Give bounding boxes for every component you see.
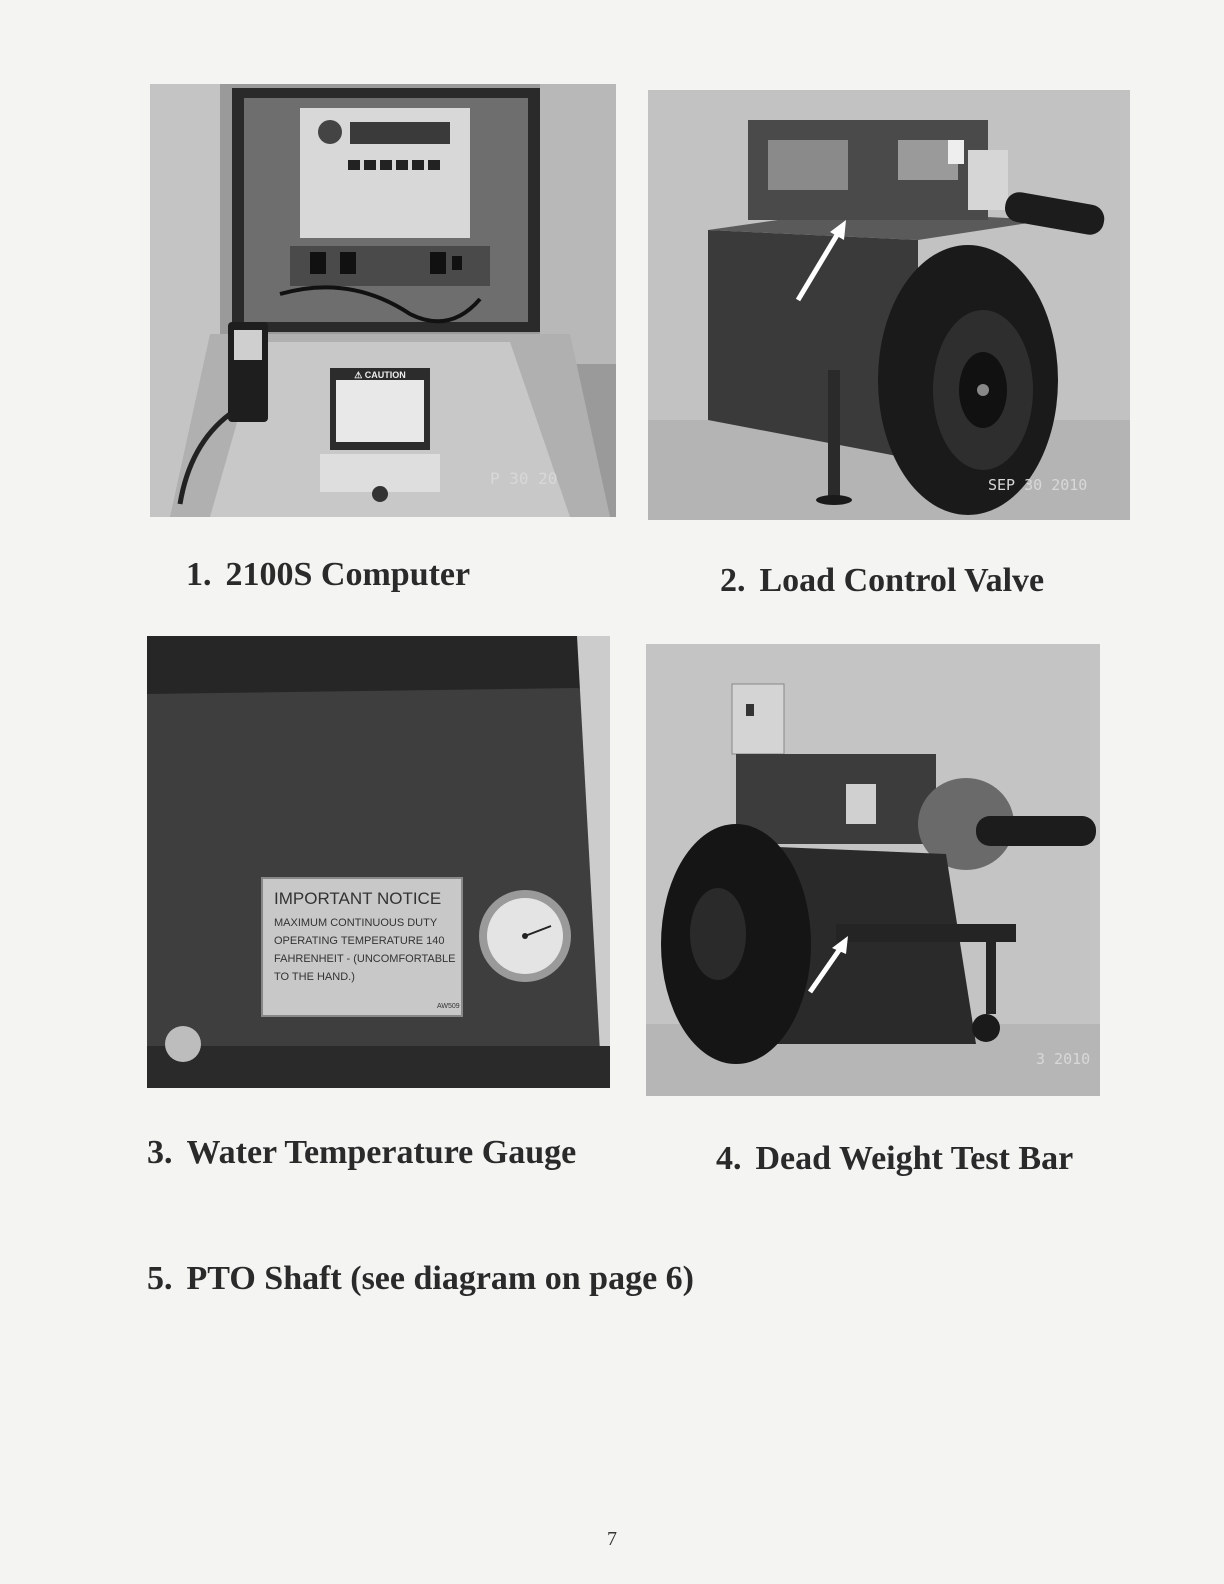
dynamometer-photo-drawing [648,90,1130,520]
date-stamp: SEP 30 2010 [988,476,1088,494]
computer-photo-drawing [150,84,616,517]
caption-number: 1. [186,556,212,593]
caption-text: Load Control Valve [759,562,1045,599]
photo-load-control-valve [648,90,1130,520]
photo-dead-weight-test-bar [646,644,1100,1096]
caption-4 [716,1140,1073,1178]
notice-line-3: FAHRENHEIT - (UNCOMFORTABLE [274,953,456,965]
photo-2100s-computer [150,84,616,517]
caption-number: 4. [716,1140,742,1177]
caption-3 [147,1134,576,1172]
date-stamp: P 30 20 [490,469,558,488]
notice-line-2: OPERATING TEMPERATURE 140 [274,935,445,947]
notice-title: IMPORTANT NOTICE [274,889,442,908]
caption-text: Dead Weight Test Bar [755,1140,1074,1177]
caption-text: Water Temperature Gauge [186,1134,577,1171]
photo-water-temperature-gauge [147,636,610,1088]
test-bar-photo-drawing [646,644,1100,1096]
page-number: 7 [607,1528,617,1550]
caption-number: 2. [720,562,746,599]
caption-text: 2100S Computer [225,556,471,593]
date-stamp: 3 2010 [1036,1050,1091,1068]
caption-5 [147,1260,694,1298]
caption-number: 5. [147,1260,173,1297]
caption-1 [186,556,470,594]
caption-2 [720,562,1044,600]
notice-line-4: TO THE HAND.) [274,971,355,983]
notice-line-1: MAXIMUM CONTINUOUS DUTY [274,917,438,929]
caption-text: PTO Shaft (see diagram on page 6) [186,1260,694,1297]
notice-code: AW509 [437,1003,460,1010]
caption-number: 3. [147,1134,173,1171]
caution-label: ⚠ CAUTION [354,370,406,380]
gauge-photo-drawing [147,636,610,1088]
